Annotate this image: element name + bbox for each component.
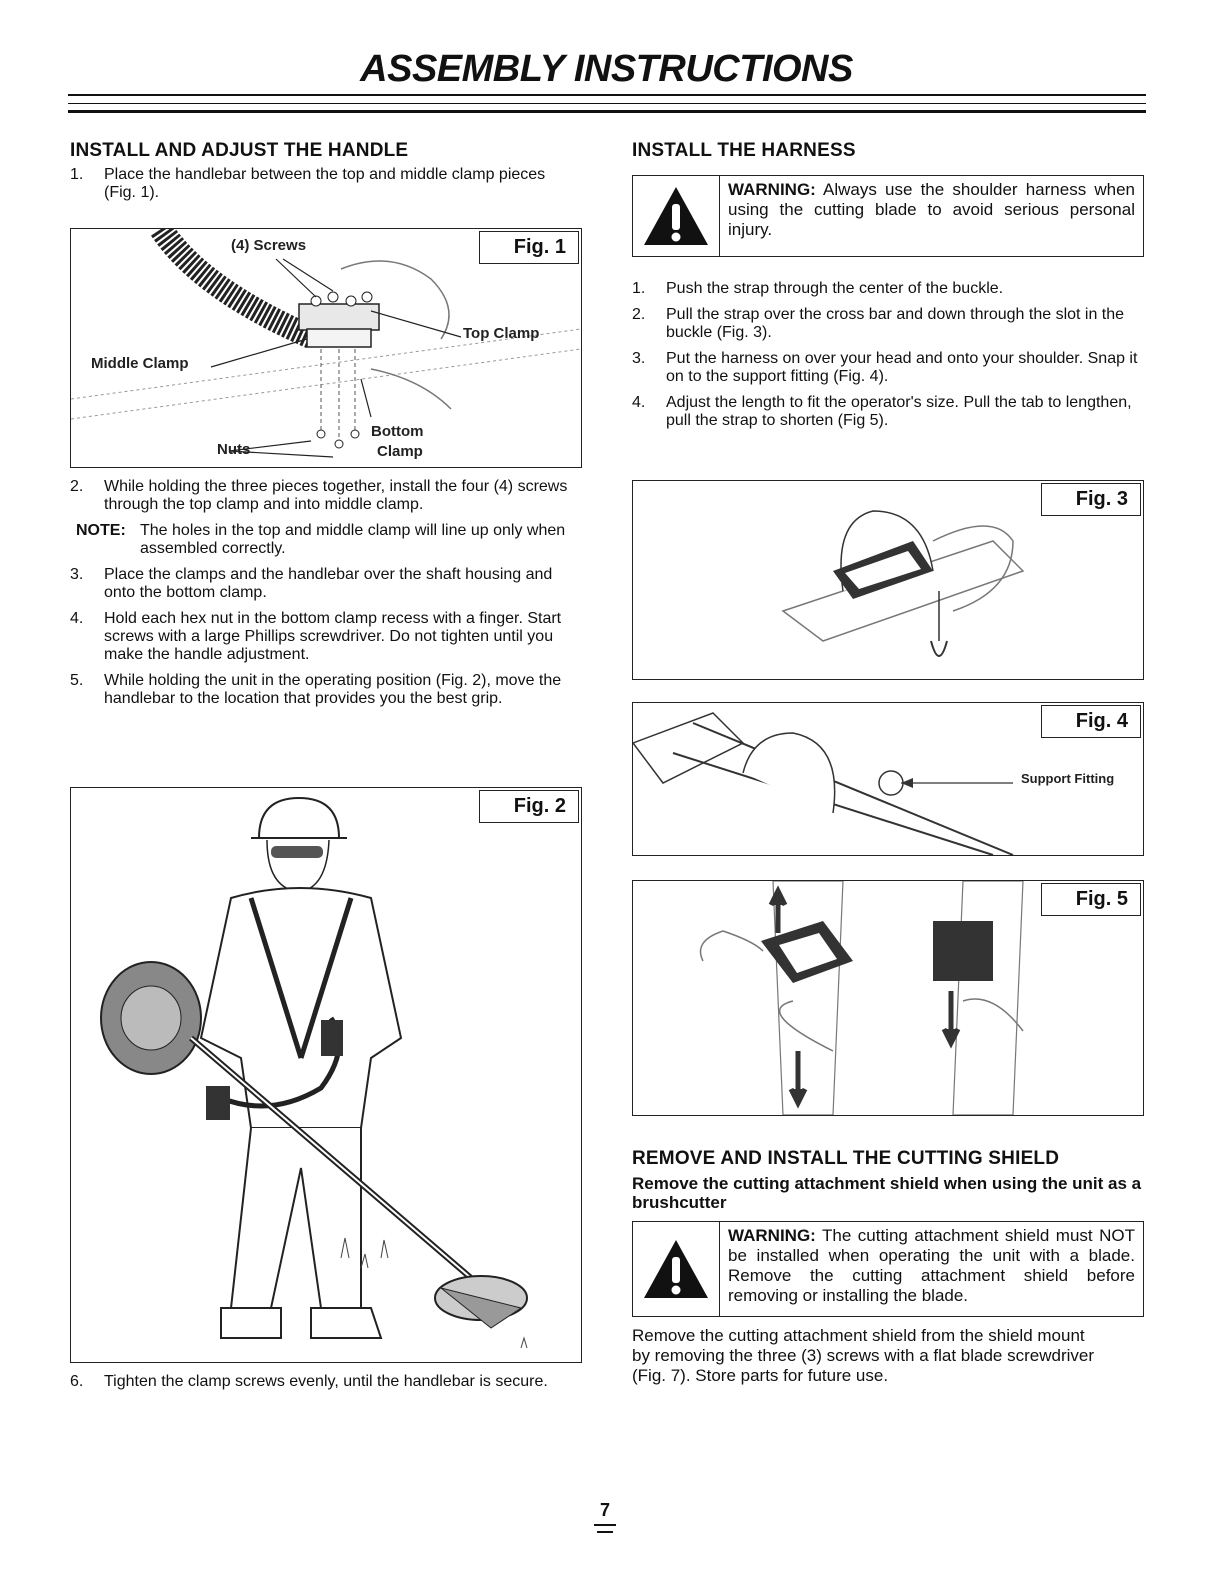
handle-step-6 <box>70 1373 580 1391</box>
warning-cell <box>633 176 720 256</box>
header-rule-middle <box>68 103 1146 104</box>
handle-step-4 <box>70 610 580 664</box>
figure-2-label: Fig. 2 <box>479 790 579 823</box>
figure-5 <box>632 880 1144 1116</box>
handle-steps-2-5 <box>70 478 580 708</box>
header-rule-bottom <box>68 110 1146 113</box>
callout-bottom-clamp-line1: Bottom <box>371 423 424 440</box>
warning-triangle-icon <box>641 184 711 248</box>
step-number: 1. <box>70 166 84 183</box>
harness-step-2 <box>632 306 1142 342</box>
shield-body <box>632 1326 1102 1386</box>
step-text: While holding the unit in the operating position (Fig. 2), move the handlebar to the location that provides you the best grip. <box>104 672 562 707</box>
step-number: 5. <box>70 672 84 689</box>
step-text: Place the handlebar between the top and middle clamp pieces (Fig. 1). <box>104 166 546 201</box>
warning-label: WARNING: <box>728 180 816 199</box>
handle-section <box>70 140 580 202</box>
handle-step-6-item <box>70 1373 580 1391</box>
harness-section <box>632 140 1142 162</box>
step-text: Pull the strap over the cross bar and down through the slot in the buckle (Fig. 3). <box>666 306 1125 341</box>
figure-3-label: Fig. 3 <box>1041 483 1141 516</box>
clamp-assembly-illustration <box>71 229 581 467</box>
note-text: The holes in the top and middle clamp will line up only when assembled correctly. <box>140 522 566 557</box>
step-text: Put the harness on over your head and onto your shoulder. Snap it on to the support fitting (Fig. 4). <box>666 350 1138 385</box>
page-number-rule-1 <box>594 1524 616 1526</box>
shield-section <box>632 1148 1142 1212</box>
step-number: 2. <box>632 306 646 323</box>
note-label: NOTE: <box>76 522 126 539</box>
callout-support-fitting: Support Fitting <box>1021 771 1115 786</box>
warning-label: WARNING: <box>728 1226 816 1245</box>
harness-step-1 <box>632 280 1142 298</box>
step-text: Place the clamps and the handlebar over the shaft housing and onto the bottom clamp. <box>104 566 553 601</box>
figure-1-label: Fig. 1 <box>479 231 579 264</box>
handle-heading: INSTALL AND ADJUST THE HANDLE <box>70 140 409 161</box>
figure-4 <box>632 702 1144 856</box>
step-number: 4. <box>632 394 646 411</box>
step-number: 3. <box>632 350 646 367</box>
warning-triangle-icon <box>641 1237 711 1301</box>
page-number: 7 <box>599 1500 610 1520</box>
warning-cell <box>633 1222 720 1316</box>
figure-3 <box>632 480 1144 680</box>
step-number: 6. <box>70 1373 84 1390</box>
harness-steps <box>632 280 1142 430</box>
figure-1 <box>70 228 582 468</box>
callout-top-clamp: Top Clamp <box>463 325 540 342</box>
shield-heading: REMOVE AND INSTALL THE CUTTING SHIELD <box>632 1148 1060 1169</box>
handle-step-5 <box>70 672 580 708</box>
harness-step-4 <box>632 394 1142 430</box>
harness-warning-box <box>632 175 1144 257</box>
operator-with-brushcutter-illustration <box>71 788 581 1362</box>
shield-subheading: Remove the cutting attachment shield when using the unit as a brushcutter <box>632 1174 1142 1212</box>
step-number: 4. <box>70 610 84 627</box>
shield-warning-text <box>720 1222 1143 1316</box>
warning-body: Always use the shoulder harness when using the cutting blade to avoid serious personal injury. <box>728 180 1135 239</box>
figure-5-label: Fig. 5 <box>1041 883 1141 916</box>
handle-step-3 <box>70 566 580 602</box>
figure-4-label: Fig. 4 <box>1041 705 1141 738</box>
step-text: While holding the three pieces together, install the four (4) screws through the top clamp and into middle clamp. <box>104 478 568 513</box>
step-text: Adjust the length to fit the operator's size. Pull the tab to lengthen, pull the strap to shorten (Fig 5). <box>666 394 1132 429</box>
step-text: Tighten the clamp screws evenly, until the handlebar is secure. <box>104 1373 548 1390</box>
harness-warning-text <box>720 176 1143 256</box>
handle-step-2 <box>70 478 580 514</box>
shield-body-text: Remove the cutting attachment shield from the shield mount by removing the three (3) screws with a flat blade screwdriver (Fig. 7). Store parts for future use. <box>632 1326 1095 1385</box>
step-number: 1. <box>632 280 646 297</box>
shield-warning-box <box>632 1221 1144 1317</box>
header-rule-top <box>68 94 1146 96</box>
callout-bottom-clamp-line2: Clamp <box>377 443 423 460</box>
page-title: ASSEMBLY INSTRUCTIONS <box>360 48 853 90</box>
figure-2 <box>70 787 582 1363</box>
step-number: 2. <box>70 478 84 495</box>
callout-nuts: Nuts <box>217 441 251 458</box>
step-text: Push the strap through the center of the buckle. <box>666 280 1004 297</box>
handle-step-1 <box>70 166 580 202</box>
page-number-rule-2 <box>597 1531 613 1533</box>
warning-body: The cutting attachment shield must NOT be installed when operating the unit with a blade. Remove the cutting attachment shield before removing or installing the blade. <box>728 1226 1135 1305</box>
step-text: Hold each hex nut in the bottom clamp recess with a finger. Start screws with a large Phillips screwdriver. Do not tighten until you make the handle adjustment. <box>104 610 562 663</box>
handle-note <box>70 522 580 558</box>
strap-adjustment-illustration <box>633 881 1143 1115</box>
step-number: 3. <box>70 566 84 583</box>
harness-heading: INSTALL THE HARNESS <box>632 140 856 161</box>
callout-middle-clamp: Middle Clamp <box>91 355 189 372</box>
harness-step-3 <box>632 350 1142 386</box>
callout-screws: (4) Screws <box>231 237 307 254</box>
